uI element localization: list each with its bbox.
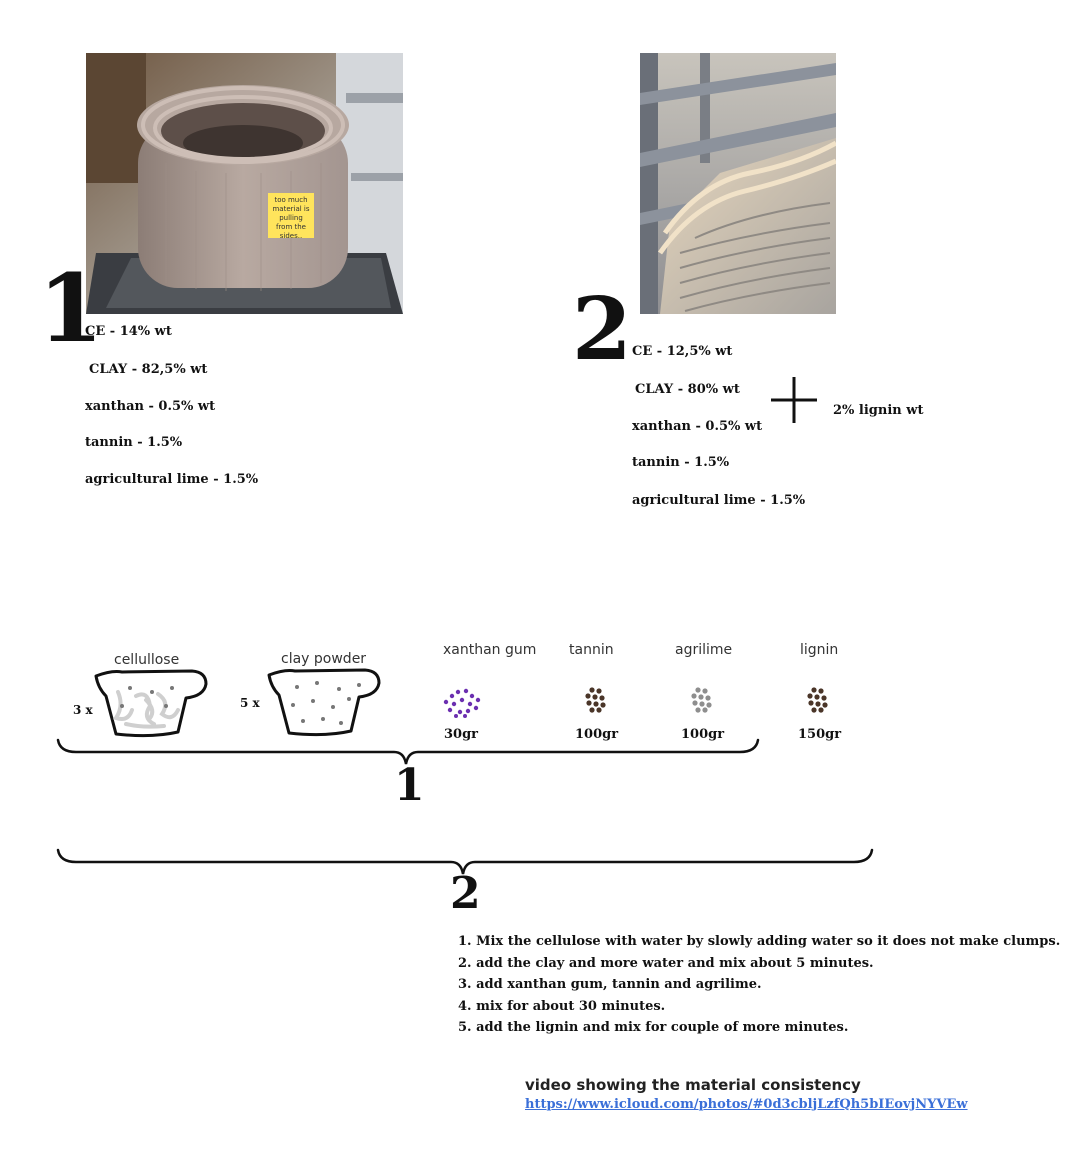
recipe-2-tannin: tannin - 1.5%	[632, 455, 730, 470]
xanthan-powder-icon	[440, 686, 484, 718]
recipe-2-clay: CLAY - 80% wt	[635, 382, 740, 397]
ingredient-label-xanthan: xanthan gum	[443, 642, 537, 658]
quantity-agrilime: 100gr	[681, 727, 725, 742]
step-4: 4. mix for about 30 minutes.	[458, 998, 666, 1014]
ingredient-label-lignin: lignin	[800, 642, 839, 658]
ingredient-label-agrilime: agrilime	[675, 642, 733, 658]
quantity-lignin: 150gr	[798, 727, 842, 742]
recipe-1-xanthan: xanthan - 0.5% wt	[85, 399, 216, 414]
quantity-xanthan: 30gr	[444, 727, 479, 742]
clay-cup-icon	[265, 665, 383, 739]
recipe-1-ce: CE - 14% wt	[85, 324, 172, 339]
lignin-addition: 2% lignin wt	[833, 403, 924, 418]
video-link[interactable]: https://www.icloud.com/photos/#0d3cbljLzfQh5bIEovjNYVEw	[525, 1097, 968, 1112]
photo-print-1	[86, 53, 403, 314]
photo-print-2	[640, 53, 836, 314]
brace-2-label: 2	[450, 868, 481, 919]
ingredient-label-cellulose: cellullose	[114, 652, 180, 668]
lignin-powder-icon	[805, 686, 831, 714]
multiplier-clay: 5 x	[240, 696, 260, 710]
recipe-2-ce: CE - 12,5% wt	[632, 344, 733, 359]
recipe-1-clay: CLAY - 82,5% wt	[89, 362, 208, 377]
recipe-1-tannin: tannin - 1.5%	[85, 435, 183, 450]
quantity-tannin: 100gr	[575, 727, 619, 742]
plus-icon	[769, 377, 819, 425]
step-2: 2. add the clay and more water and mix about 5 minutes.	[458, 955, 874, 971]
step-5: 5. add the lignin and mix for couple of more minutes.	[458, 1020, 849, 1036]
sticky-note: too much material is pulling from the sides..	[268, 193, 314, 238]
recipe-2-xanthan: xanthan - 0.5% wt	[632, 419, 763, 434]
multiplier-cellulose: 3 x	[73, 703, 93, 717]
ingredient-label-clay: clay powder	[281, 651, 367, 667]
recipe-1-number: 1	[38, 254, 104, 364]
recipe-1-lime: agricultural lime - 1.5%	[85, 472, 259, 487]
video-caption: video showing the material consistency	[525, 1076, 861, 1094]
step-1: 1. Mix the cellulose with water by slowly adding water so it does not make clumps.	[458, 934, 1061, 949]
recipe-2-number: 2	[572, 279, 632, 380]
recipe-2-lime: agricultural lime - 1.5%	[632, 493, 806, 508]
mixing-steps	[458, 931, 1060, 1039]
agrilime-powder-icon	[689, 686, 715, 714]
brace-1-label: 1	[394, 760, 425, 811]
cellulose-cup-icon	[92, 666, 210, 740]
tannin-powder-icon	[583, 686, 609, 714]
step-3: 3. add xanthan gum, tannin and agrilime.	[458, 977, 762, 993]
ingredient-label-tannin: tannin	[569, 642, 614, 658]
